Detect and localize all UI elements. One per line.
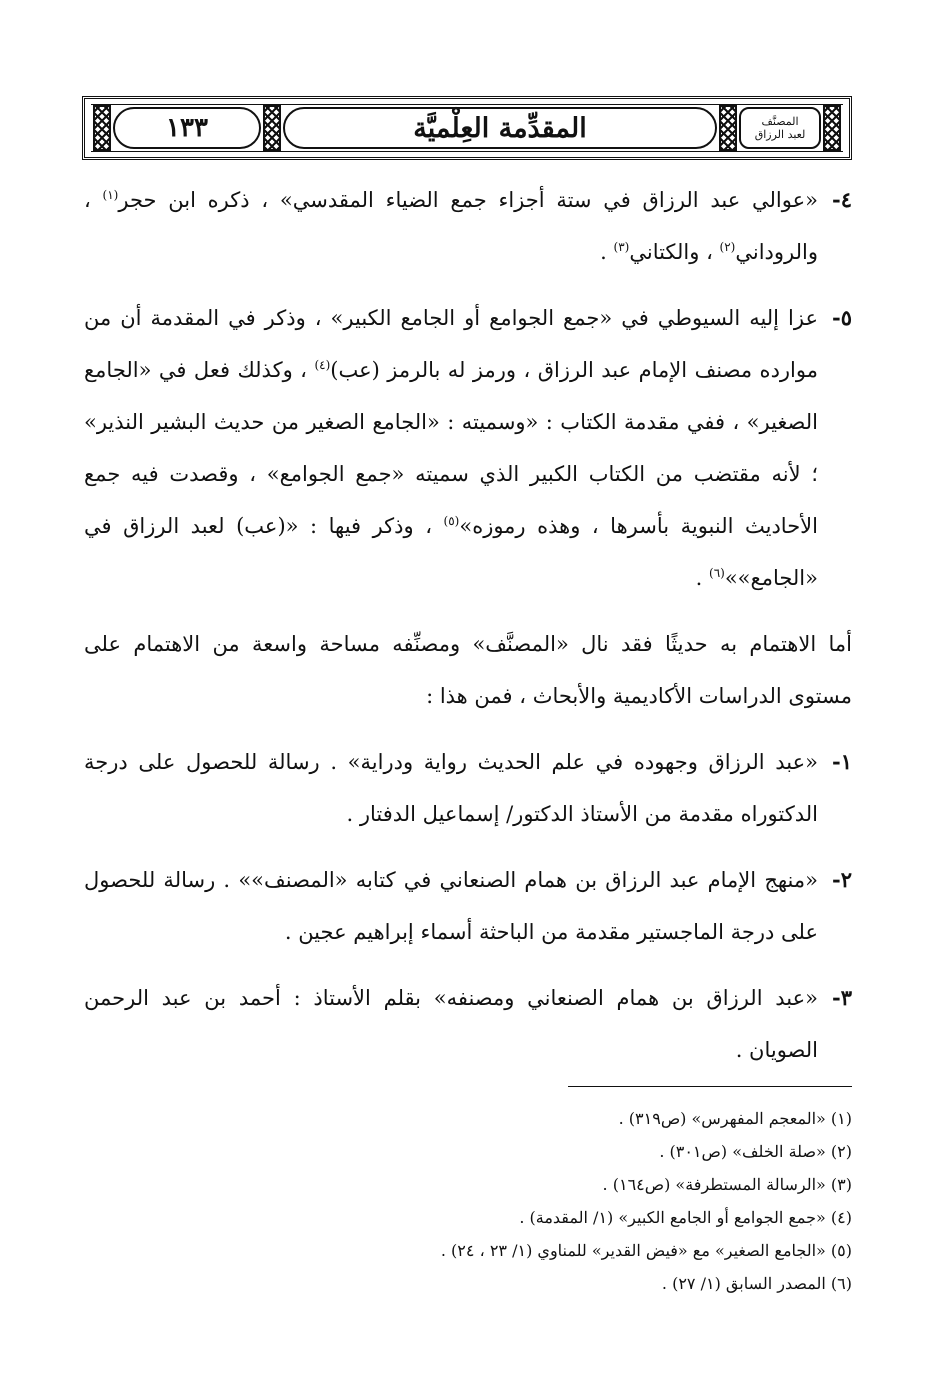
list-item bbox=[84, 174, 852, 278]
logo-line2: لعبد الرزاق bbox=[754, 128, 806, 141]
item-text: عزا إليه السيوطي في «جمع الجوامع أو الجامع الكبير» ، وذكر في المقدمة أن من موارده مصنف الإمام عبد الرزاق ، ورمز له بالرمز (عب) bbox=[84, 306, 818, 382]
item-text: ، والكتاني bbox=[629, 240, 720, 264]
list-item bbox=[84, 736, 852, 840]
ornament-icon bbox=[93, 105, 111, 151]
footnote: (٣) «الرسالة المستطرفة» (ص١٦٤) . bbox=[602, 1175, 852, 1194]
footnote: (٢) «صلة الخلف» (ص٣٠١) . bbox=[659, 1142, 852, 1161]
item-text: «عبد الرزاق وجهوده في علم الحديث رواية ودراية» . رسالة للحصول على درجة الدكتوراه مقدمة من الأستاذ الدكتور/ إسماعيل الدفتار . bbox=[84, 750, 818, 826]
footnote-ref[interactable]: (٢) bbox=[719, 240, 736, 254]
ornament-icon bbox=[823, 105, 841, 151]
ornament-icon bbox=[263, 105, 281, 151]
footnote: (٤) «جمع الجوامع أو الجامع الكبير» (١/ المقدمة) . bbox=[519, 1208, 852, 1227]
page-header bbox=[82, 96, 852, 160]
item-number: ١- bbox=[832, 749, 852, 774]
item-text: . bbox=[600, 240, 614, 264]
item-number: ٢- bbox=[832, 867, 852, 892]
footnote-ref[interactable]: (٥) bbox=[443, 514, 460, 528]
main-text bbox=[84, 174, 852, 1090]
footnote-divider bbox=[568, 1086, 852, 1087]
logo-line1: المصنَّف bbox=[761, 115, 799, 128]
footnotes bbox=[84, 1102, 852, 1300]
item-number: ٥- bbox=[832, 305, 852, 330]
item-text: «عبد الرزاق بن همام الصنعاني ومصنفه» بقلم الأستاذ : أحمد بن عبد الرحمن الصويان . bbox=[84, 986, 818, 1062]
footnote: (٦) المصدر السابق (١/ ٢٧) . bbox=[661, 1274, 852, 1293]
header-rule-bottom bbox=[91, 151, 843, 152]
footnote-ref[interactable]: (١) bbox=[102, 188, 119, 202]
list-item bbox=[84, 292, 852, 604]
list-item bbox=[84, 972, 852, 1076]
footnote: (٥) «الجامع الصغير» مع «فيض القدير» للمناوي (١/ ٢٣ ، ٢٤) . bbox=[440, 1241, 852, 1260]
book-logo bbox=[739, 107, 821, 149]
item-text: «عوالي عبد الرزاق في ستة أجزاء جمع الضياء المقدسي» ، ذكره ابن حجر bbox=[118, 188, 818, 212]
footnote-ref[interactable]: (٤) bbox=[314, 358, 331, 372]
item-number: ٤- bbox=[832, 187, 852, 212]
item-text: ، والروداني bbox=[84, 188, 818, 264]
page-number: ١٣٣ bbox=[113, 107, 261, 149]
item-text: ، وكذلك فعل في «الجامع الصغير» ، ففي مقدمة الكتاب : «وسميته : «الجامع الصغير من حديث البشير النذير» ؛ لأنه مقتضب من الكتاب الكبير الذي سميته «جمع الجوامع» ، وقصدت فيه جمع الأحاديث النبوية بأسرها ، وهذه رموزه» bbox=[84, 358, 818, 538]
intro-paragraph: أما الاهتمام به حديثًا فقد نال «المصنَّف» ومصنِّفه مساحة واسعة من الاهتمام على مستوى الدراسات الأكاديمية والأبحاث ، فمن هذا : bbox=[84, 632, 852, 708]
item-text: . bbox=[695, 566, 709, 590]
footnote-ref[interactable]: (٣) bbox=[613, 240, 630, 254]
item-text: ، وذكر فيها : «(عب) لعبد الرزاق في «الجامع»» bbox=[84, 514, 818, 590]
item-text: «منهج الإمام عبد الرزاق بن همام الصنعاني في كتابه «المصنف»» . رسالة للحصول على درجة الماجستير مقدمة من الباحثة أسماء إبراهيم عجين . bbox=[84, 868, 818, 944]
footnote: (١) «المعجم المفهرس» (ص٣١٩) . bbox=[618, 1109, 852, 1128]
page-title: المقدِّمة العِلْميَّة bbox=[283, 107, 717, 149]
list-item bbox=[84, 854, 852, 958]
ornament-icon bbox=[719, 105, 737, 151]
footnote-ref[interactable]: (٦) bbox=[709, 566, 725, 580]
item-number: ٣- bbox=[832, 985, 852, 1010]
